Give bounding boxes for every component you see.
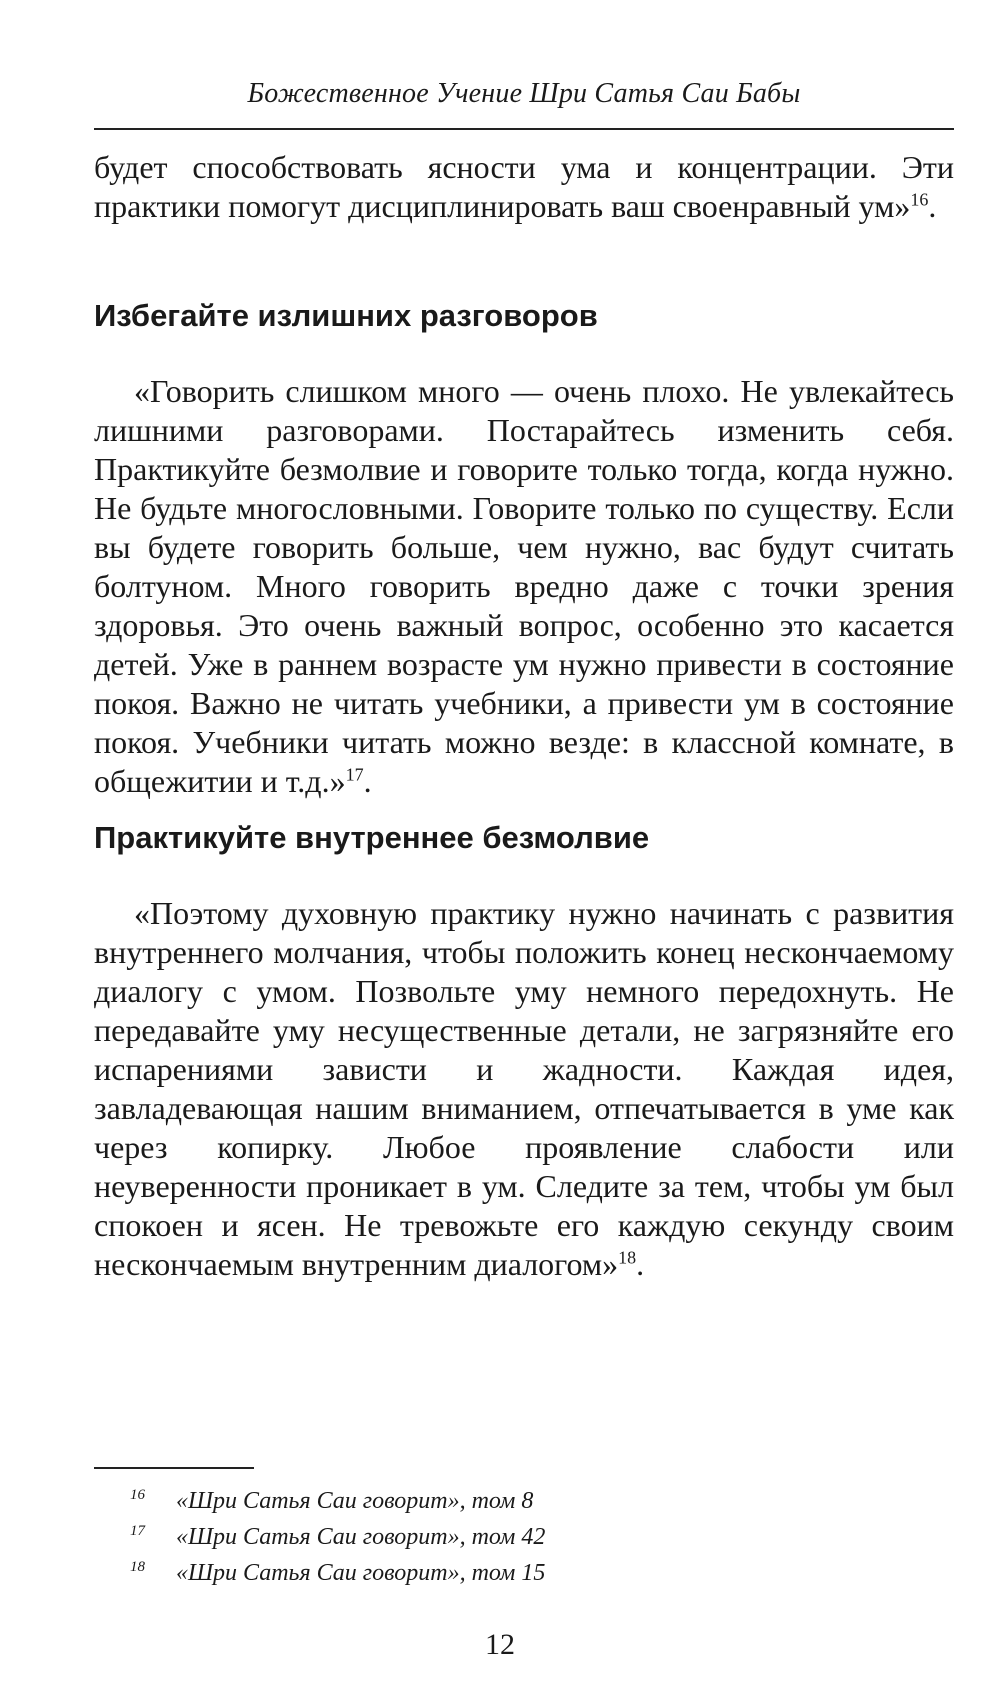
footnote-17: 17 «Шри Сатья Саи говорит», том 42 — [130, 1523, 546, 1550]
footnote-ref-17[interactable]: 17 — [345, 764, 364, 785]
paragraph-talk-text: «Говорить слишком много — очень плохо. Не увлекайтесь лишними разговорами. Постарайтесь изменить себя. Практикуйте безмолвие и говорите только тогда, когда нужно. Не будьте многословными. Говорите только по существу. Если вы будете говорить больше, чем нужно, вас будут считать болтуном. Много говорить вредно даже с точки зрения здоровья. Это очень важный вопрос, особенно это касается детей. Уже в раннем возрасте ум нужно привести в состояние покоя. Важно не читать учебники, а привести ум в состояние покоя. Учебники читать можно везде: в классной комнате, в общежитии и т.д.» — [94, 373, 954, 799]
footnote-rule — [94, 1467, 254, 1469]
footnote-18: 18 «Шри Сатья Саи говорит», том 15 — [130, 1559, 546, 1586]
paragraph-silence-text: «Поэтому духовную практику нужно начинать с развития внутреннего молчания, чтобы положить конец нескончаемому диалогу с умом. Позвольте уму немного передохнуть. Не передавайте уму несущественные детали, не загрязняйте его испарениями зависти и жадности. Каждая идея, завладевающая нашим вниманием, отпечатывается в уме как через копирку. Любое проявление слабости или неуверенности проникает в ум. Следите за тем, чтобы ум был спокоен и ясен. Не тревожьте его каждую секунду своим нескончаемым внутренним диалогом» — [94, 895, 954, 1282]
footnote-ref-16[interactable]: 16 — [910, 189, 929, 210]
section-heading-silence: Практикуйте внутреннее безмолвие — [94, 820, 650, 855]
page-number: 12 — [485, 1628, 515, 1661]
footnote-ref-18[interactable]: 18 — [618, 1247, 637, 1268]
running-header: Божественное Учение Шри Сатья Саи Бабы — [247, 78, 801, 109]
paragraph-silence-tail: . — [636, 1246, 645, 1282]
paragraph-intro-text: будет способствовать ясности ума и концентрации. Эти практики помогут дисциплинировать ваш своенравный ум» — [94, 149, 954, 224]
paragraph-talk — [94, 372, 954, 801]
paragraph-talk-tail: . — [363, 763, 372, 799]
footnote-text: «Шри Сатья Саи говорит», том 15 — [176, 1560, 546, 1586]
footnote-text: «Шри Сатья Саи говорит», том 8 — [176, 1488, 534, 1514]
section-heading-talk: Избегайте излишних разговоров — [94, 298, 598, 333]
paragraph-silence — [94, 894, 954, 1284]
footnote-16: 16 «Шри Сатья Саи говорит», том 8 — [130, 1487, 534, 1514]
footnote-text: «Шри Сатья Саи говорит», том 42 — [176, 1524, 546, 1550]
paragraph-intro — [94, 148, 954, 226]
header-rule — [94, 128, 954, 130]
paragraph-intro-tail: . — [928, 188, 937, 224]
